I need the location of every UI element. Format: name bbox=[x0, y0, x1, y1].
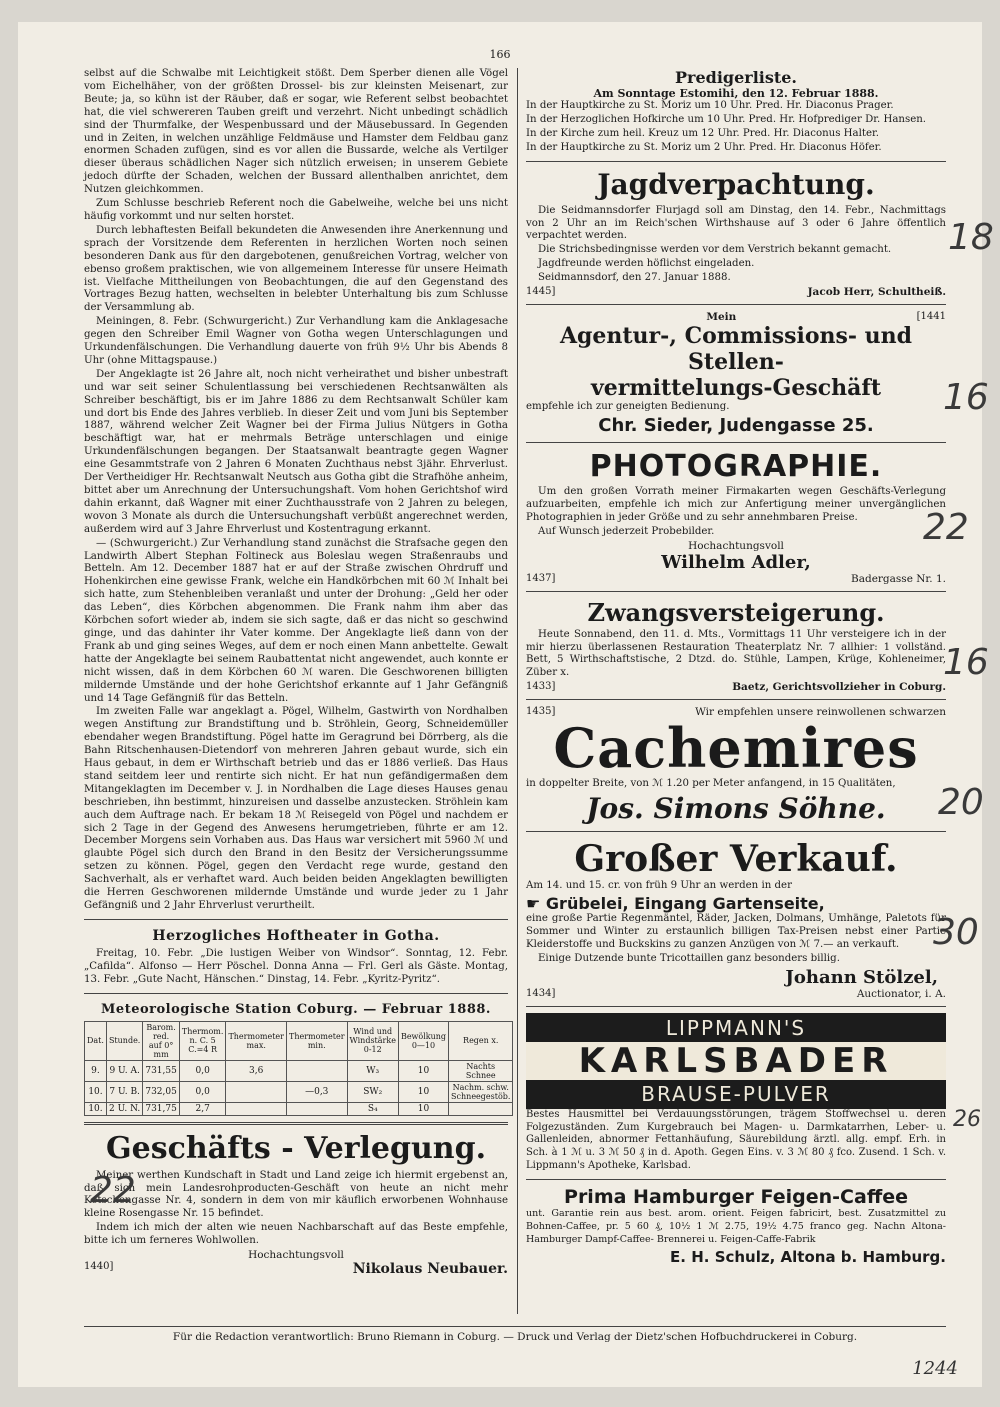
jagd-text: Die Seidmannsdorfer Flurjagd soll am Dinstag, den 14. Febr., Nachmittags von 2 Uhr an im Reich'schen Wirthshause auf 3 oder 6 Jahre öffentlich verpachtet werden. bbox=[526, 204, 946, 242]
verkauf-role: Auctionator, i. A. bbox=[856, 987, 946, 1000]
feigen-title: Prima Hamburger Feigen-Caffee bbox=[564, 1186, 908, 1209]
table-cell: 10. bbox=[85, 1102, 107, 1115]
article-paragraph: Durch lebhaftesten Beifall bekundeten die Anwesenden ihre Anerkennung und sprach der Vorsitzende dem Referenten in herzlichen Worten noch seinen besonderen Dank aus für den dargebotenen, genußreichen Vortrag, welcher von ebenso großem praktischen, wie von allgemeinem Interesse für unsere Heimath ist. Vielfache Mittheilungen von Beobachtungen, die auf den Gegenstand des Vortrages Bezug hatten, wechselten in belebter Unterhaltung bis zum Schlusse der Versammlung ab. bbox=[84, 224, 508, 314]
ad-number: 1445] bbox=[526, 286, 556, 298]
verkauf-text3: Einige Dutzende bunte Tricottaillen ganz besonders billig. bbox=[538, 952, 840, 964]
divider bbox=[526, 304, 946, 305]
zwang-name: Baetz, Gerichtsvollzieher in Coburg. bbox=[732, 681, 946, 694]
agentur-name: Chr. Sieder, Judengasse 25. bbox=[598, 414, 874, 436]
predigt-sub: Am Sonntage Estomihi, den 12. Februar 1888. bbox=[593, 87, 879, 100]
ad-number: 1434] bbox=[526, 987, 556, 999]
verlegung-text2: Indem ich mich der alten wie neuen Nachbarschaft auf das Beste empfehle, bitte ich um ferneres Wohlwollen. bbox=[84, 1222, 508, 1247]
table-cell: SW₂ bbox=[347, 1081, 398, 1102]
article-paragraph: Meiningen, 8. Febr. (Schwurgericht.) Zur Verhandlung kam die Anklagesache gegen den Schreiber Emil Wagner von Gotha wegen Unterschlagungen und Urkundenfälschungen. Die Verhandlung dauerte von früh 9½ Uhr bis Abends 8 Uhr (ohne Mittagspause.) bbox=[84, 316, 508, 366]
predigt-line: In der Herzoglichen Hofkirche um 10 Uhr. Pred. Hr. Hofprediger Dr. Hansen. bbox=[526, 113, 927, 125]
article-paragraph: — (Schwurgericht.) Zur Verhandlung stand zunächst die Strafsache gegen den Landwirth Albert Stephan Foltineck aus Boleslau wegen Straßenraubs und Betteln. Am 12. December 1887 hat er auf der Straße zwischen Ohrdruff und Hohenkirchen eine gewisse Frank, welche ein Handkörbchen mit 60 ℳ Inhalt bei sich hatte, zum Stehenbleiben veranlaßt und unter der Drohung: „Geld her oder das Leben“, dies Körbchen abgenommen. Die Frank nahm ihm aber das Körbchen sofort wieder ab, indem sie sich sagte, daß er das nicht so geschwind ginge, und das dahinter ihr Vater komme. Der Angeklagte ließ dann von der Frank ab und ging seines Weges, auf dem er noch einen Mann anbettelte. Gewalt hatte der Angeklagte bei seinem Raubattentat nicht angewendet, auch konnte er nicht wissen, daß in dem Körbchen 60 ℳ waren. Die Geschworenen billigten mildernde Umstände und der hohe Gerichtshof erkannte auf 1 Jahr Gefängniß und 14 Tage Gefängniß für das Betteln. bbox=[84, 537, 508, 704]
pointing-hand-icon: ☛ bbox=[526, 894, 546, 914]
cachemire-pre: Wir empfehlen unsere reinwollenen schwarzen bbox=[695, 706, 946, 719]
agentur-title: Agentur-, Commissions- und Stellen- bbox=[559, 323, 913, 376]
zwang-signature-row bbox=[526, 681, 946, 693]
lippmann-text: Bestes Hausmittel bei Verdauungsstörungen, trägem Stoffwechsel u. deren Folgezuständen. Zum Kurgebrauch bei Magen- u. Darmkatarrhen, Leber- u. Gallenleiden, abnormer Fettanhäufung, Säurebildung ärztl. allg. empf. Erh. in Sch. à 1 ℳ u. 3 ℳ 50 ₰ in d. Apoth. Gegen Eins. v. 3 ℳ 80 ₰ fco. Zusend. 1 Sch. v. Lippmann's Apotheke, Karlsbad. bbox=[526, 1108, 946, 1172]
photo-signature-row bbox=[526, 573, 946, 585]
hand-mark: 22 bbox=[90, 1170, 136, 1211]
page-number: 166 bbox=[489, 48, 511, 61]
verkauf-place bbox=[526, 894, 946, 913]
divider bbox=[526, 1179, 946, 1180]
divider bbox=[526, 442, 946, 443]
predigt-title: Predigerliste. bbox=[674, 68, 797, 87]
article-paragraph: Im zweiten Falle war angeklagt a. Pögel, Wilhelm, Gastwirth von Nordhalben wegen Anstiftung zur Brandstiftung und b. Ströhlein, Georg, Schneidemüller ebendaher wegen Brandstiftung. Pögel hatte im Geragrund bei Dörrberg, als die Bahn Ritschenhausen-Dietendorf von mehreren Jahren gebaut wurde, sich ein Haus gebaut, in dem er Wirthschaft betrieb und das er 1886 verließ. Das Haus stand seitdem leer und rentirte sich nicht. Er hat nun gefändigermaßen dem Mitangeklagten im December v. J. in Nordhalben die Lage dieses Hauses genau beschrieben, ihn bestimmt, hinzureisen und dasselbe anzustecken. Ströhlein kam auch dem Auftrage nach. Er bekam 18 ℳ Reisegeld von Pögel und nachdem er sich 2 Tage in der Gegend des Anwesens herumgetrieben, führte er am 12. December Morgens sein Vorhaben aus. Das Haus war versichert mit 5960 ℳ und glaubte Pögel sich durch den Brand in den Besitz der Versicherungssumme setzen zu können. Pögel, gegen den Verdacht rege wurde, gestand den Sachverhalt, als er verhaftet ward. Auch beiden beiden Angeklagten bewilligten die Herren Geschworenen mildernde Umstände und wurde jeder zu 1 Jahr Gefängniß und 2 Jahr Ehrverlust verurtheilt. bbox=[84, 706, 508, 911]
table-row bbox=[85, 1060, 513, 1081]
column-rule bbox=[517, 68, 518, 1314]
feigen-text: unt. Garantie rein aus best. arom. orient. Feigen fabricirt, best. Zusatzmittel zu Bohnen-Caffee, pr. 5 60 ₰, 10½ 1 ℳ 2.75, 19½ 4.75 franco geg. Nachn Altona-Hamburger Dampf-Caffee- Brennerei u. Feigen-Caffe-Fabrik bbox=[526, 1208, 946, 1245]
jagd-text: Die Strichsbedingnisse werden vor dem Verstrich bekannt gemacht. bbox=[538, 244, 892, 256]
photo-address: Badergasse Nr. 1. bbox=[851, 572, 946, 585]
divider bbox=[526, 161, 946, 162]
table-row bbox=[85, 1102, 513, 1115]
table-cell bbox=[226, 1102, 287, 1115]
theater-text: Freitag, 10. Febr. „Die lustigen Weiber von Windsor“. Sonntag, 12. Febr. „Cafilda“. Alfonso — Herr Pöschel. Donna Anna — Frl. Gerl als Gäste. Montag, 13. Febr. „Gute Nacht, Hänschen.“ Dinstag, 14. Febr. „Kyritz-Pyritz“. bbox=[84, 947, 508, 985]
table-cell: 7 U. B. bbox=[106, 1081, 142, 1102]
lippmann-line2: KARLSBADER bbox=[526, 1042, 946, 1080]
table-row bbox=[85, 1081, 513, 1102]
verkauf-signature-row bbox=[526, 988, 946, 1000]
hand-mark: 16 bbox=[943, 642, 989, 683]
table-cell: W₃ bbox=[347, 1060, 398, 1081]
table-header: Regen x. bbox=[449, 1021, 513, 1060]
table-cell bbox=[226, 1081, 287, 1102]
table-header: Thermometer max. bbox=[226, 1021, 287, 1060]
verlegung-text: Meiner werthen Kundschaft in Stadt und Land zeige ich hiermit ergebenst an, daß sich mein Landesrohproducten-Geschäft von heute an nicht mehr Ketschengasse Nr. 4, sondern in dem von mir käuflich erworbenen Wohnhause kleine Rosengasse Nr. 15 befindet. bbox=[84, 1169, 508, 1220]
table-header: Wind und Windstärke 0-12 bbox=[347, 1021, 398, 1060]
verlegung-name: Nikolaus Neubauer. bbox=[352, 1261, 508, 1278]
article-paragraph: Der Angeklagte ist 26 Jahre alt, noch nicht verheirathet und bisher unbestraft und war seit seiner Schulentlassung bei verschiedenen Rechtsanwälten als Schreiber beschäftigt, bis er im Jahre 1886 zu dem Rechtsanwalt Schüler kam und dort bis Ende des Jahres verblieb. In dieser Zeit und vom Juni bis September 1887, während welcher Zeit Wagner bei der Firma Julius Nütgers in Gotha beschäftigt war, hat er mehrmals Beträge unterschlagen und einige Urkundenfälschungen begangen. Der Staatsanwalt beantragte gegen Wagner eine Gesammtstrafe von 2 Jahren 6 Monaten Zuchthaus nebst 3jähr. Ehrverlust. Der Vertheidiger Hr. Rechtsanwalt Neutsch aus Gotha gibt die Strafhöhe anheim, bittet aber um Anrechnung der Untersuchungshaft. Vom hohen Gerichtshof wird dahin erkannt, daß Wagner mit einer Zuchthausstrafe von 2 Jahren zu belegen, wovon 3 Monate als durch die Untersuchungshaft verbüßt angerechnet werden, außerdem wird auf 3 Jahre Ehrverlust und Kostentragung erkannt. bbox=[84, 368, 508, 535]
cachemire-text: in doppelter Breite, von ℳ 1.20 per Meter anfangend, in 15 Qualitäten, bbox=[526, 778, 896, 790]
lippmann-banner bbox=[526, 1013, 946, 1109]
table-header: Barom. red. auf 0° mm bbox=[143, 1021, 180, 1060]
article-paragraph: selbst auf die Schwalbe mit Leichtigkeit stößt. Dem Sperber dienen alle Vögel vom Eichelhäher, von der größten Drossel- bis zur kleinsten Meisenart, zur Beute; ja, so kühn ist der Räuber, daß er sogar, wie Referent selbst beobachtet hat, die viel schwereren Tauben greift und verzehrt. Nicht unbedingt schädlich sind der Thurmfalke, der Wespenbussard und der Mäusebussard. In Gegenden und in Zeiten, in welchen unzählige Feldmäuse und Hamster dem Feldbau ganz enormen Schaden zufügen, sind es vor allen die Bussarde, welche als Vertilger dieser überaus schädlichen Nager sich nützlich erweisen; in unserem Gebiete jedoch dürfte der Schaden, welchen der Bussard allenthalben anrichtet, dem Nutzen gleichkommen. bbox=[84, 68, 508, 196]
feigen-name: E. H. Schulz, Altona b. Hamburg. bbox=[670, 1247, 946, 1266]
agentur-mein: Mein bbox=[706, 311, 737, 324]
lippmann-line1: LIPPMANN'S bbox=[665, 1015, 807, 1040]
footer-imprint: Für die Redaction verantwortlich: Bruno Riemann in Coburg. — Druck und Verlag der Dietz'schen Hofbuchdruckerei in Coburg. bbox=[84, 1326, 946, 1343]
left-column bbox=[84, 68, 511, 1278]
table-cell: Nachm. schw. Schneegestöb. bbox=[449, 1081, 513, 1102]
table-cell: 2 U. N. bbox=[106, 1102, 142, 1115]
table-cell bbox=[286, 1060, 347, 1081]
hand-mark: 22 bbox=[923, 507, 969, 548]
verkauf-name: Johann Stölzel, bbox=[785, 966, 938, 988]
ad-number: [1441 bbox=[916, 311, 946, 323]
verlegung-signature-row bbox=[84, 1261, 508, 1277]
table-cell: 10. bbox=[85, 1081, 107, 1102]
hand-mark: 26 bbox=[953, 1107, 981, 1132]
verlegung-greeting: Hochachtungsvoll bbox=[248, 1249, 344, 1262]
divider bbox=[526, 831, 946, 832]
hand-mark: 20 bbox=[938, 782, 984, 823]
table-header: Thermom. n. C. 5 C.=4 R bbox=[179, 1021, 226, 1060]
article-paragraph: Zum Schlusse beschrieb Referent noch die Gabelweihe, welche bei uns nicht häufig vorkommt und nur selten horstet. bbox=[84, 198, 508, 222]
jagd-title: Jagdverpachtung. bbox=[597, 167, 875, 201]
table-cell: S₄ bbox=[347, 1102, 398, 1115]
agentur-text: empfehle ich zur geneigten Bedienung. bbox=[526, 401, 730, 413]
table-cell: 9 U. A. bbox=[106, 1060, 142, 1081]
agentur-header bbox=[526, 311, 946, 323]
hand-mark: 18 bbox=[948, 217, 994, 258]
table-cell: 732,05 bbox=[143, 1081, 180, 1102]
hand-mark: 16 bbox=[943, 377, 989, 418]
hand-page-number: 1244 bbox=[912, 1358, 958, 1379]
photo-greeting: Hochachtungsvoll bbox=[688, 539, 784, 552]
verkauf-text2: eine große Partie Regenmäntel, Räder, Jacken, Dolmans, Umhänge, Paletots für Sommer und Winter zu erstaunlich billigen Tax-Preisen nebst einer Partie Kleiderstoffe und Buckskins zu ganzen Anzügen von ℳ 7.— an verkauft. bbox=[526, 913, 946, 950]
table-header: Bewölkung 0—10 bbox=[398, 1021, 448, 1060]
verkauf-place-text: Grübelei, Eingang Gartenseite, bbox=[545, 894, 825, 914]
weather-table bbox=[84, 1021, 513, 1116]
verkauf-title: Großer Verkauf. bbox=[574, 838, 898, 881]
table-cell: 731,75 bbox=[143, 1102, 180, 1115]
table-cell: 2,7 bbox=[179, 1102, 226, 1115]
jagd-signature-row bbox=[526, 286, 946, 298]
table-cell: 0,0 bbox=[179, 1081, 226, 1102]
cachemire-name: Jos. Simons Söhne. bbox=[586, 792, 886, 826]
ad-number: 1433] bbox=[526, 681, 556, 693]
photo-title: PHOTOGRAPHIE. bbox=[589, 448, 883, 484]
zwang-text: Heute Sonnabend, den 11. d. Mts., Vormittags 11 Uhr versteigere ich in der mir hierzu überlassenen Restauration Theaterplatz Nr. 7 allhier: 1 vollständ. Bett, 5 Wirthschaftstische, 2 Dtzd. do. Stühle, Lampen, Krüge, Kohleneimer, Züber x. bbox=[526, 628, 946, 679]
verlegung-title: Geschäfts - Verlegung. bbox=[105, 1130, 487, 1166]
photo-name: Wilhelm Adler, bbox=[661, 551, 811, 573]
agentur-title2: vermittelungs-Geschäft bbox=[590, 375, 882, 402]
table-cell: 0,0 bbox=[179, 1060, 226, 1081]
photo-text: Um den großen Vorrath meiner Firmakarten wegen Geschäfts-Verlegung aufzuarbeiten, empfehle ich mich zur Anfertigung meiner unvergänglichen Photographien in jeder Größe und zu sehr annehmbaren Preise. bbox=[526, 485, 946, 523]
weather-header-row bbox=[85, 1021, 513, 1060]
divider bbox=[84, 919, 508, 920]
jagd-name: Jacob Herr, Schultheiß. bbox=[807, 286, 946, 299]
table-cell: 10 bbox=[398, 1102, 448, 1115]
table-header: Thermometer min. bbox=[286, 1021, 347, 1060]
table-cell: 731,55 bbox=[143, 1060, 180, 1081]
right-column bbox=[526, 68, 946, 1266]
weather-title: Meteorologische Station Coburg. — Februar 1888. bbox=[101, 1001, 491, 1017]
table-cell: Nachts Schnee bbox=[449, 1060, 513, 1081]
hand-mark: 30 bbox=[933, 912, 979, 953]
verkauf-text: Am 14. und 15. cr. von früh 9 Uhr an werden in der bbox=[526, 880, 792, 892]
ad-number: 1437] bbox=[526, 572, 556, 584]
predigt-line: In der Hauptkirche zu St. Moriz um 10 Uhr. Pred. Hr. Diaconus Prager. bbox=[526, 100, 894, 111]
table-cell: 10 bbox=[398, 1060, 448, 1081]
divider bbox=[84, 993, 508, 994]
divider bbox=[526, 1006, 946, 1007]
table-header: Dat. bbox=[85, 1021, 107, 1060]
predigt-line: In der Kirche zum heil. Kreuz um 12 Uhr. Pred. Hr. Diaconus Halter. bbox=[526, 127, 879, 139]
divider bbox=[526, 699, 946, 700]
ad-number: 1435] bbox=[526, 706, 556, 718]
predigt-line: In der Hauptkirche zu St. Moriz um 2 Uhr. Pred. Hr. Diaconus Höfer. bbox=[526, 141, 882, 153]
jagd-text: Jagdfreunde werden höflichst eingeladen. bbox=[538, 258, 755, 270]
table-cell bbox=[286, 1102, 347, 1115]
newspaper-page bbox=[18, 22, 994, 1387]
table-cell: —0,3 bbox=[286, 1081, 347, 1102]
photo-text2: Auf Wunsch jederzeit Probebilder. bbox=[538, 525, 715, 537]
table-cell: 10 bbox=[398, 1081, 448, 1102]
cachemire-title: Cachemires bbox=[553, 716, 919, 781]
table-cell: 9. bbox=[85, 1060, 107, 1081]
theater-title: Herzogliches Hoftheater in Gotha. bbox=[152, 927, 440, 944]
table-cell bbox=[449, 1102, 513, 1115]
jagd-date: Seidmannsdorf, den 27. Januar 1888. bbox=[538, 272, 731, 284]
zwang-title: Zwangsversteigerung. bbox=[587, 597, 885, 627]
divider bbox=[526, 591, 946, 592]
table-cell: 3,6 bbox=[226, 1060, 287, 1081]
divider bbox=[84, 1122, 508, 1125]
table-header: Stunde. bbox=[106, 1021, 142, 1060]
lippmann-line3: BRAUSE-PULVER bbox=[641, 1081, 831, 1106]
ad-number: 1440] bbox=[84, 1261, 114, 1273]
